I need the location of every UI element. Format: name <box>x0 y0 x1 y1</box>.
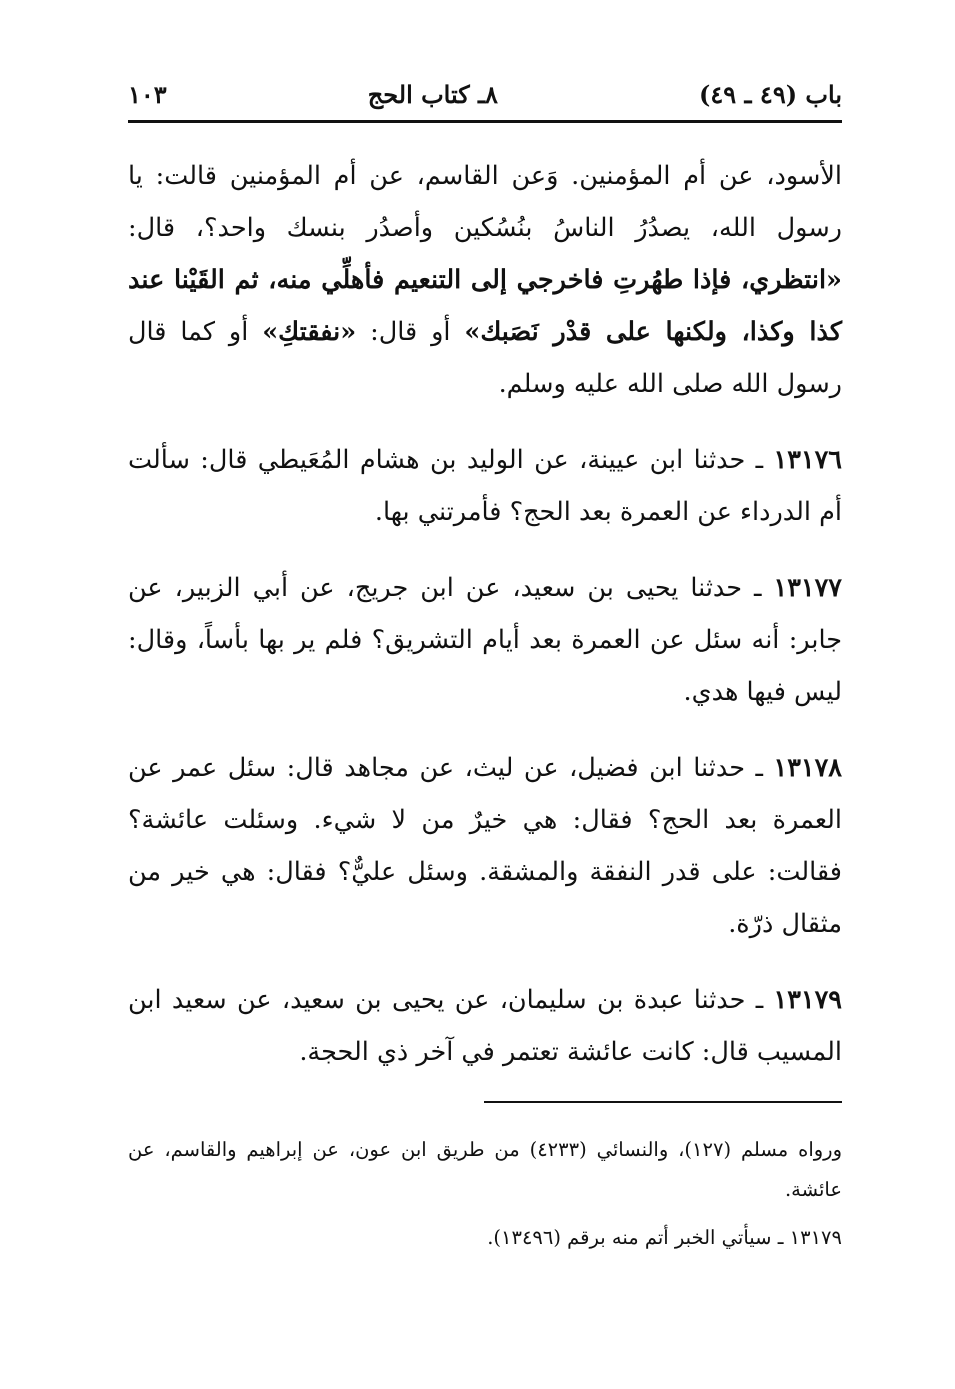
hadith-number: ١٣١٧٨ <box>773 753 842 783</box>
footnote-separator <box>484 1101 842 1103</box>
hadith-13177 <box>128 562 842 718</box>
footnotes <box>128 1130 842 1258</box>
hadith-number: ١٣١٧٧ <box>773 573 842 603</box>
hadith-number: ١٣١٧٩ <box>773 985 842 1015</box>
intro-text-3: أو كما قال رسول الله صلى الله عليه وسلم. <box>128 317 842 399</box>
page-number: ١٠٣ <box>128 79 167 109</box>
intro-text-2: أو قال: <box>356 317 465 347</box>
hadith-text: ـ حدثنا ابن فضيل، عن ليث، عن مجاهد قال: سئل عمر عن العمرة بعد الحج؟ فقال: هي خيرٌ من لا شيء. وسئلت عائشة؟ فقالت: على قدر النفقة والمشقة. وسئل عليٌّ؟ فقال: هي خير من مثقال ذرّة. <box>128 753 842 939</box>
hadith-13178 <box>128 742 842 950</box>
footnote-2: ١٣١٧٩ ـ سيأتي الخبر أتم منه برقم (١٣٤٩٦). <box>487 1226 842 1249</box>
running-header <box>128 72 842 116</box>
footnote-1: ورواه مسلم (١٢٧)، والنسائي (٤٢٣٣) من طريق ابن عون، عن إبراهيم والقاسم، عن عائشة. <box>128 1138 842 1201</box>
hadith-text: ـ حدثنا عبدة بن سليمان، عن يحيى بن سعيد، عن سعيد ابن المسيب قال: كانت عائشة تعتمر في آخر ذي الحجة. <box>128 985 842 1067</box>
intro-quote-bold: «انتظري، فإذا طهُرتِ فاخرجي إلى التنعيم فأهلِّي منه، ثم القَيْنا عند كذا وكذا، ولكنها على قدْر نَصَبك» <box>128 265 843 347</box>
header-rule <box>128 120 842 123</box>
intro-text-1: الأسود، عن أم المؤمنين. وَعن القاسم، عن أم المؤمنين قالت: يا رسول الله، يصدُرُ الناسُ بنُسُكين وأصدُر بنسك واحد؟، قال: <box>128 161 842 243</box>
hadith-13179 <box>128 974 842 1078</box>
intro-quote-bold-2: «نفقتكِ» <box>262 317 357 347</box>
chapter-reference: باب (٤٩ ـ ٤٩) <box>699 79 842 109</box>
main-text <box>128 150 842 1078</box>
hadith-13176 <box>128 434 842 538</box>
intro-paragraph <box>128 150 842 410</box>
hadith-text: ـ حدثنا يحيى بن سعيد، عن ابن جريج، عن أبي الزبير، عن جابر: أنه سئل عن العمرة بعد أيام التشريق؟ فلم ير بها بأساً، وقال: ليس فيها هدي. <box>128 573 842 707</box>
hadith-number: ١٣١٧٦ <box>773 445 842 475</box>
hadith-text: ـ حدثنا ابن عيينة، عن الوليد بن هشام المُعَيطي قال: سألت أم الدرداء عن العمرة بعد الحج؟ فأمرتني بها. <box>128 445 842 527</box>
book-title: ٨ـ كتاب الحج <box>367 79 498 109</box>
